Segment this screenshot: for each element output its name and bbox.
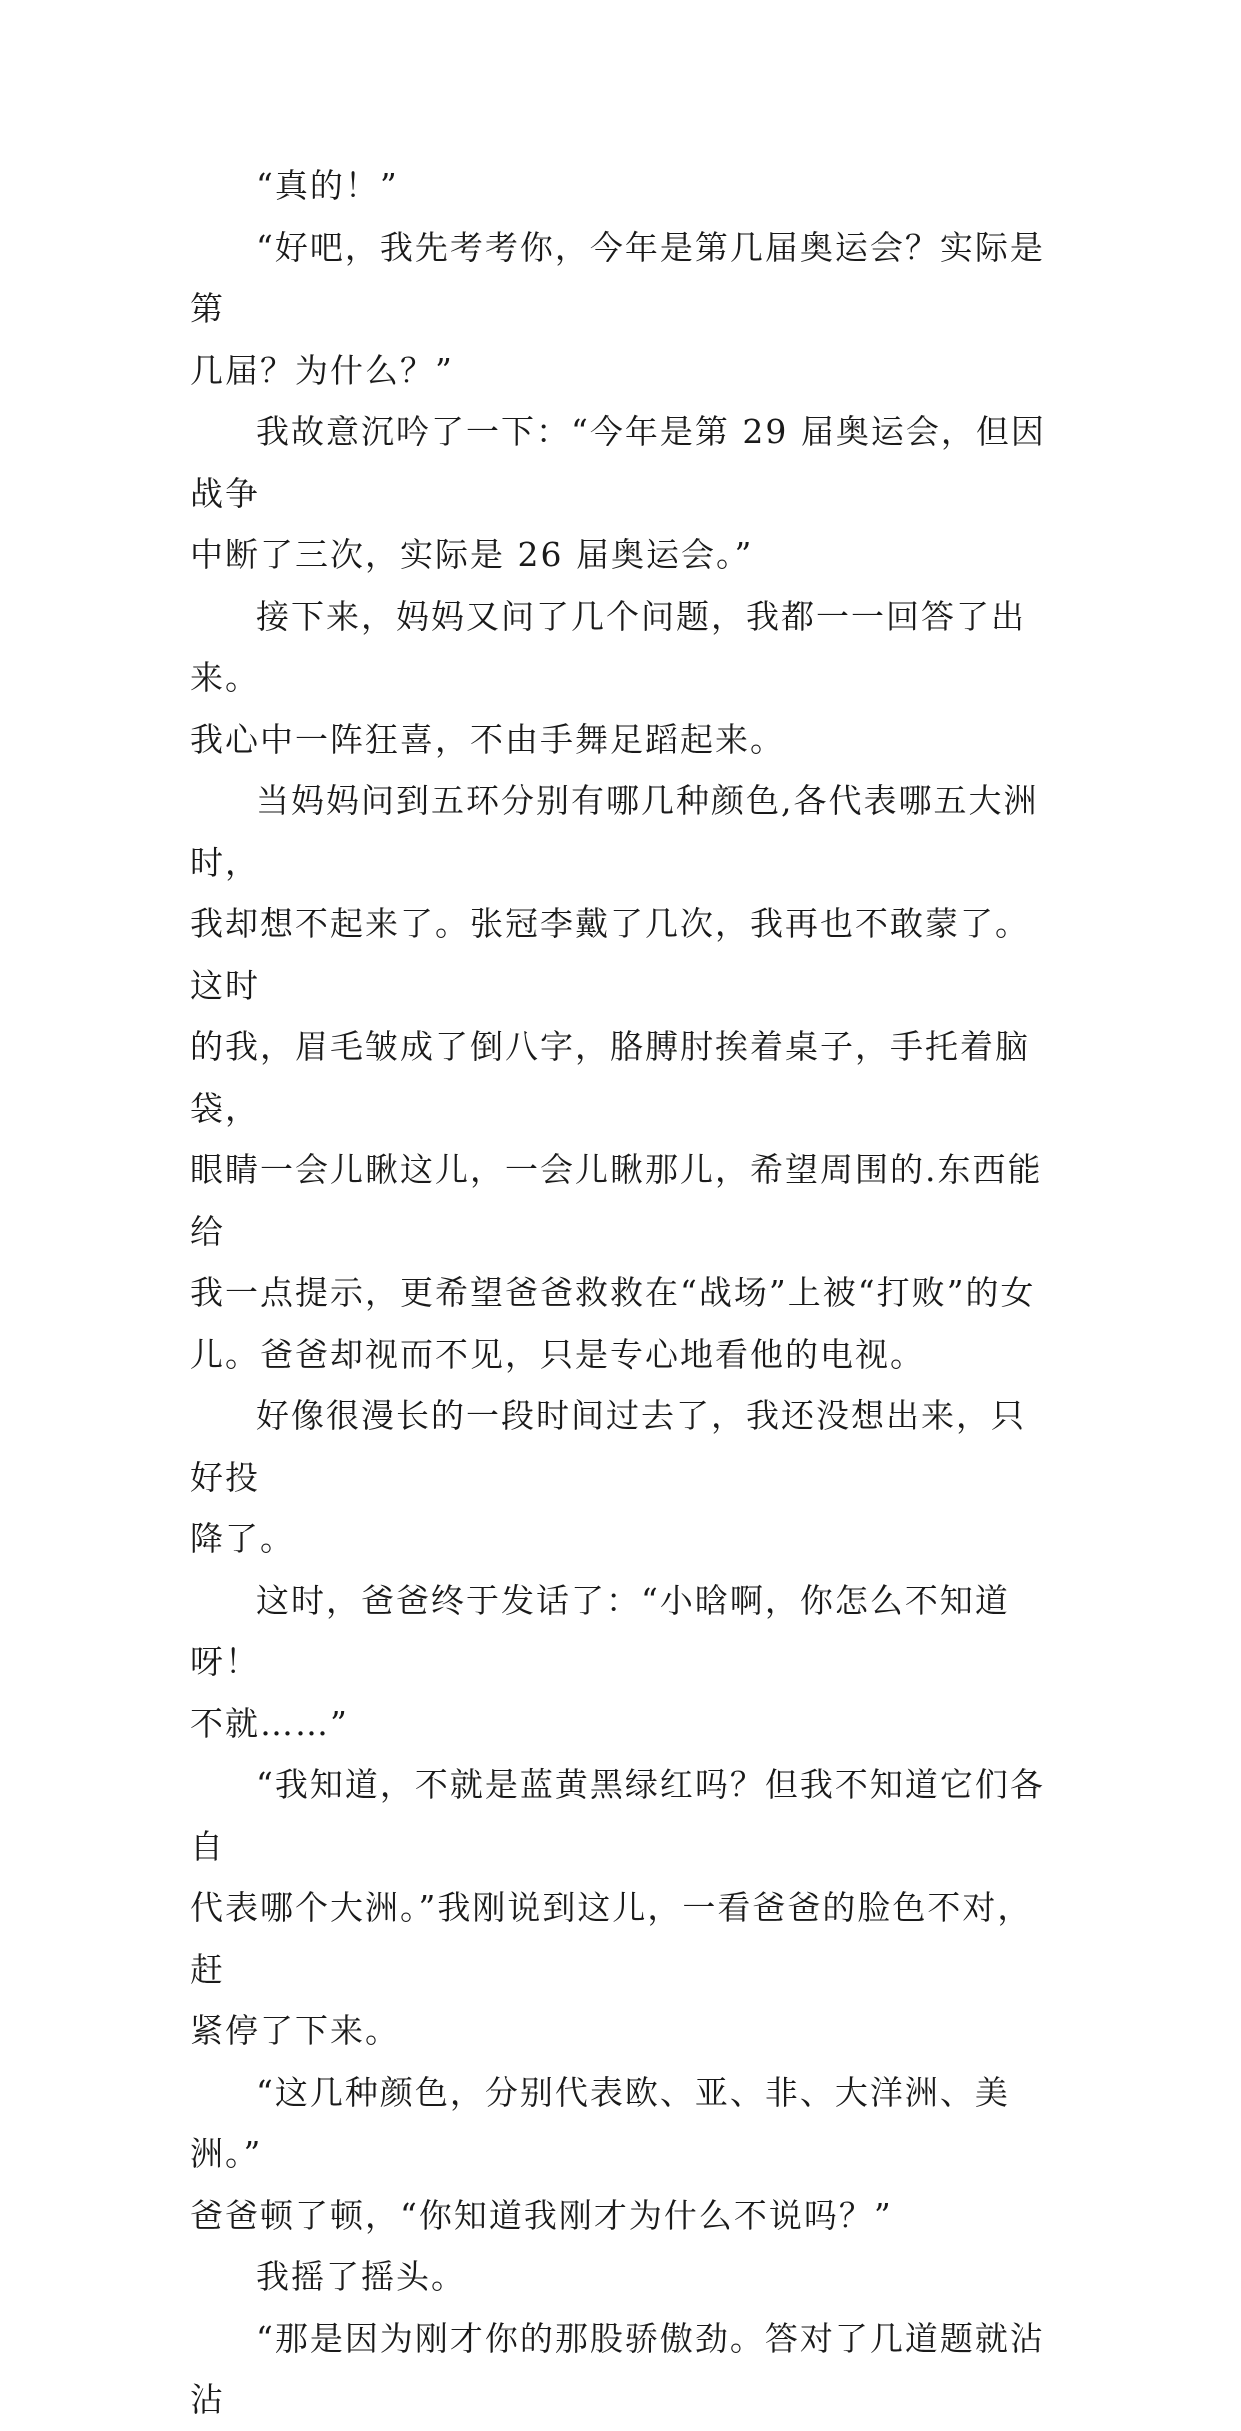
essay-body xyxy=(190,155,1050,2431)
paragraph: “这几种颜色，分别代表欧、亚、非、大洋洲、美洲。” 爸爸顿了顿，“你知道我刚才为什么不说吗？” xyxy=(190,2072,1010,2235)
paragraph: 我摇了摇头。 xyxy=(256,2257,466,2296)
paragraph: 好像很漫长的一段时间过去了，我还没想出来，只好投 降了。 xyxy=(190,1396,1026,1558)
paragraph: 接下来，妈妈又问了几个问题，我都一一回答了出来。 我心中一阵狂喜，不由手舞足蹈起来。 xyxy=(190,596,1026,759)
paragraph: 当妈妈问到五环分别有哪几种颜色,各代表哪五大洲时， 我却想不起来了。张冠李戴了几次，我再也不敢蒙了。这时 的我，眉毛皱成了倒八字，胳膊肘挨着桌子，手托着脑袋， 眼睛一会儿瞅这儿，一会儿瞅那儿，希望周围的.东西能给 我一点提示，更希望爸爸救救在“战场”上被“打败”的女 儿。爸爸却视而不见，只是专心地看他的电视。 xyxy=(190,781,1043,1374)
paragraph: “那是因为刚才你的那股骄傲劲。答对了几道题就沾沾 xyxy=(190,2318,1045,2419)
paragraph: 我故意沉吟了一下：“今年是第 29 届奥运会，但因战争 中断了三次，实际是 26 届奥运会。” xyxy=(190,412,1046,574)
paragraph: “真的！” xyxy=(256,166,399,205)
paragraph: “好吧，我先考考你，今年是第几届奥运会？实际是第 几届？为什么？” xyxy=(190,227,1045,390)
paragraph: “我知道，不就是蓝黄黑绿红吗？但我不知道它们各自 代表哪个大洲。”我刚说到这儿，一看爸爸的脸色不对，赶 紧停了下来。 xyxy=(190,1765,1045,2050)
paragraph: 这时，爸爸终于发话了：“小晗啊，你怎么不知道呀！ 不就……” xyxy=(190,1580,1010,1743)
